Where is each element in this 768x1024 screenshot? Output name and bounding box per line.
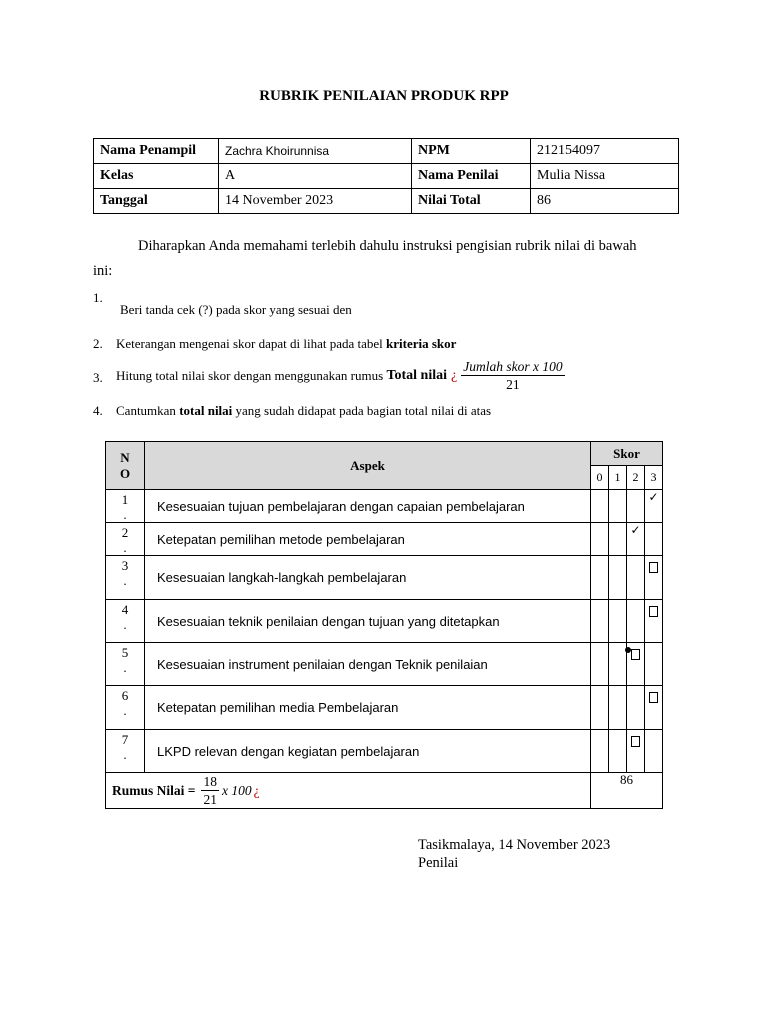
info-label: NPM	[412, 139, 531, 164]
score-cell[interactable]	[645, 600, 663, 643]
list-item-text: Cantumkan	[116, 403, 180, 418]
row-number-cell	[106, 600, 145, 643]
list-item	[116, 358, 565, 393]
info-value: 14 November 2023	[219, 189, 412, 214]
list-number: 3.	[93, 370, 103, 385]
formula-numerator-text: Jumlah skor x 100	[463, 359, 563, 374]
list-item-bold: kriteria skor	[386, 336, 457, 351]
score-cell[interactable]	[591, 643, 609, 686]
score-cell[interactable]	[627, 556, 645, 600]
header-no-line1: N	[120, 449, 130, 465]
info-row	[94, 164, 679, 189]
rumus-numerator: 18	[203, 774, 217, 789]
checkbox-glyph-icon	[649, 692, 658, 703]
score-cell[interactable]	[645, 523, 663, 556]
rumus-tail: x 100	[221, 782, 252, 798]
score-cell[interactable]	[627, 600, 645, 643]
formula-numerator	[461, 358, 564, 376]
list-item-text: Hitung total nilai skor dengan menggunakan rumus	[116, 367, 387, 383]
score-cell[interactable]	[627, 643, 645, 686]
score-col-header: 0	[591, 466, 609, 490]
checkbox-glyph-icon	[631, 649, 640, 660]
info-row	[94, 139, 679, 164]
rubric-table	[105, 441, 663, 809]
info-value: 212154097	[531, 139, 679, 164]
aspek-text: Kesesuaian instrument penilaian dengan Teknik penilaian	[145, 643, 591, 686]
score-cell[interactable]	[609, 556, 627, 600]
rubric-row	[106, 643, 663, 686]
info-label: Tanggal	[94, 189, 219, 214]
row-number: 4	[121, 602, 129, 617]
row-number: 7	[121, 732, 129, 747]
rumus-label: Rumus Nilai =	[112, 782, 196, 798]
info-value: A	[219, 164, 412, 189]
score-col-header: 2	[627, 466, 645, 490]
row-number-cell	[106, 686, 145, 730]
score-cell[interactable]	[645, 490, 663, 523]
score-col-header: 1	[609, 466, 627, 490]
row-number-dot: .	[123, 617, 127, 632]
formula-fraction	[461, 358, 564, 393]
aspek-text: Kesesuaian langkah-langkah pembelajaran	[145, 556, 591, 600]
info-label: Kelas	[94, 164, 219, 189]
score-cell[interactable]	[627, 686, 645, 730]
score-cell[interactable]	[627, 730, 645, 773]
info-label: Nama Penilai	[412, 164, 531, 189]
rubric-row	[106, 523, 663, 556]
list-item-bold: total nilai	[179, 403, 233, 418]
rubric-header-row	[106, 442, 663, 466]
rumus-fraction	[201, 773, 219, 808]
document-title: RUBRIK PENILAIAN PRODUK RPP	[259, 88, 509, 104]
list-number: 2.	[93, 336, 103, 351]
score-cell[interactable]	[609, 490, 627, 523]
info-label: Nilai Total	[412, 189, 531, 214]
rubric-row	[106, 600, 663, 643]
signature-place-date: Tasikmalaya, 14 November 2023	[418, 837, 611, 853]
aspek-text: Kesesuaian teknik penilaian dengan tujuan yang ditetapkan	[145, 600, 591, 643]
info-table	[93, 138, 679, 214]
row-number: 5	[121, 645, 129, 660]
list-item	[116, 336, 456, 352]
checkmark-icon: ✓	[648, 490, 659, 504]
rubric-row	[106, 730, 663, 773]
intro-text-cont: ini:	[93, 263, 113, 279]
score-cell[interactable]	[645, 730, 663, 773]
row-number-dot: .	[123, 573, 127, 588]
score-cell[interactable]	[591, 490, 609, 523]
score-cell[interactable]	[627, 490, 645, 523]
checkbox-glyph-icon	[649, 606, 658, 617]
row-number-dot: .	[123, 747, 127, 762]
row-number: 1	[121, 492, 129, 507]
score-cell[interactable]	[609, 600, 627, 643]
info-value: Mulia Nissa	[531, 164, 679, 189]
score-cell[interactable]	[609, 523, 627, 556]
formula-symbol: ¿	[451, 367, 458, 383]
info-value: 86	[531, 189, 679, 214]
header-no-line2: O	[119, 465, 131, 481]
total-score: 86	[591, 773, 663, 809]
score-cell[interactable]	[645, 643, 663, 686]
row-number: 6	[121, 688, 129, 703]
info-row	[94, 189, 679, 214]
rubric-row	[106, 490, 663, 523]
formula-denominator: 21	[506, 377, 520, 392]
info-value: Zachra Khoirunnisa	[219, 139, 412, 164]
rubric-row	[106, 686, 663, 730]
score-cell[interactable]	[645, 686, 663, 730]
rumus-symbol: ¿	[253, 782, 260, 798]
row-number-cell	[106, 490, 145, 523]
row-number-dot: .	[123, 660, 127, 675]
score-cell[interactable]	[609, 686, 627, 730]
aspek-text: Ketepatan pemilihan media Pembelajaran	[145, 686, 591, 730]
rubric-row	[106, 556, 663, 600]
list-number: 4.	[93, 403, 103, 418]
row-number-dot: .	[123, 540, 127, 555]
score-col-header: 3	[645, 466, 663, 490]
aspek-text: LKPD relevan dengan kegiatan pembelajaran	[145, 730, 591, 773]
checkmark-icon: ✓	[630, 523, 641, 537]
list-item-bold: Total nilai	[386, 367, 447, 383]
row-number-cell	[106, 523, 145, 556]
list-item-text: Keterangan mengenai skor dapat di lihat pada tabel	[116, 336, 387, 351]
aspek-text: Ketepatan pemilihan metode pembelajaran	[145, 523, 591, 556]
rumus-denominator: 21	[203, 792, 217, 807]
info-label: Nama Penampil	[94, 139, 219, 164]
score-cell[interactable]	[591, 556, 609, 600]
row-number-cell	[106, 730, 145, 773]
score-cell[interactable]	[609, 730, 627, 773]
bullet-dot-icon	[625, 647, 631, 653]
score-cell[interactable]	[591, 523, 609, 556]
list-item-text: Beri tanda cek (?) pada skor yang sesuai den	[120, 302, 352, 317]
intro-text: Diharapkan Anda memahami terlebih dahulu instruksi pengisian rubrik nilai di bawah	[138, 238, 637, 254]
header-no	[106, 442, 145, 490]
score-cell[interactable]	[609, 643, 627, 686]
signature-role: Penilai	[418, 855, 459, 871]
checkbox-glyph-icon	[649, 562, 658, 573]
score-cell[interactable]	[591, 600, 609, 643]
list-item	[116, 403, 491, 419]
row-number-dot: .	[123, 507, 127, 522]
checkbox-glyph-icon	[631, 736, 640, 747]
aspek-text: Kesesuaian tujuan pembelajaran dengan capaian pembelajaran	[145, 490, 591, 523]
score-cell[interactable]	[645, 556, 663, 600]
score-cell[interactable]	[627, 523, 645, 556]
row-number: 2	[121, 525, 129, 540]
score-cell[interactable]	[591, 730, 609, 773]
header-aspek: Aspek	[145, 442, 591, 490]
header-skor: Skor	[591, 442, 663, 466]
list-item-text-after: yang sudah didapat pada bagian total nilai di atas	[232, 403, 492, 418]
row-number-dot: .	[123, 703, 127, 718]
rumus-cell	[106, 773, 591, 809]
score-cell[interactable]	[591, 686, 609, 730]
rumus-row	[106, 773, 663, 809]
row-number-cell	[106, 643, 145, 686]
row-number-cell	[106, 556, 145, 600]
list-number: 1.	[93, 290, 103, 305]
row-number: 3	[121, 558, 129, 573]
